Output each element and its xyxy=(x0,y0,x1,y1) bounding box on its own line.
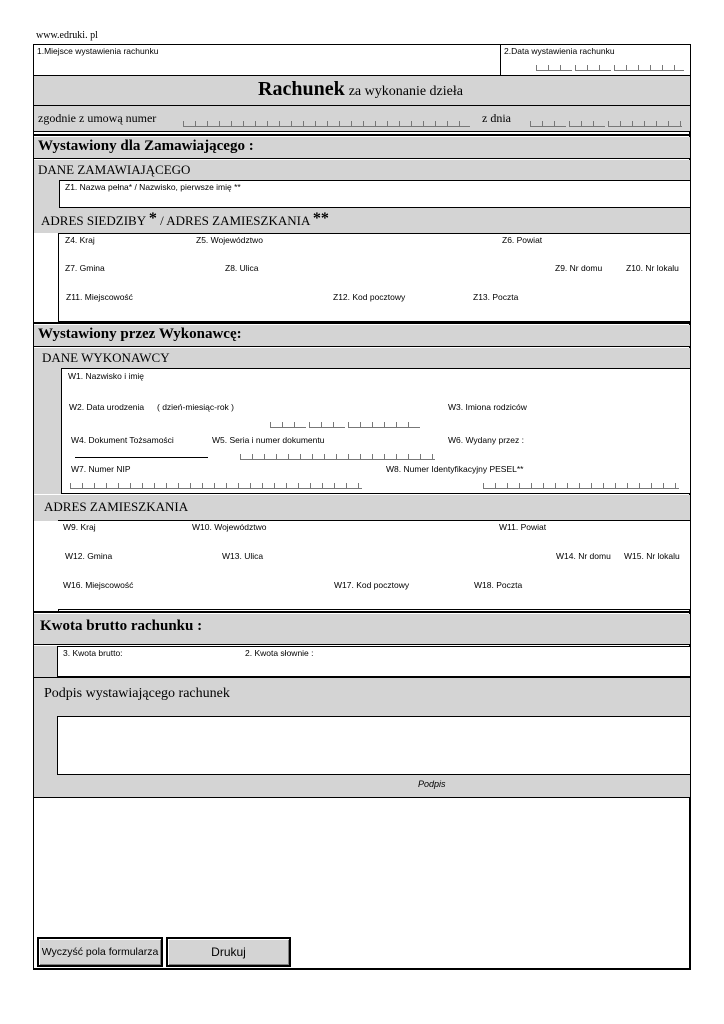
w7-nip-field[interactable] xyxy=(61,464,374,494)
agreement-number-field[interactable] xyxy=(183,115,473,129)
z1-name-field[interactable] xyxy=(59,180,690,208)
w8-pesel-field[interactable] xyxy=(373,464,690,494)
w9-label: W9. Kraj xyxy=(63,522,96,532)
w6-issued-by-field[interactable] xyxy=(443,435,690,465)
gross-amount-label: 3. Kwota brutto: xyxy=(63,648,123,658)
z12-postcode-field[interactable] xyxy=(328,291,467,322)
w9-country-field[interactable] xyxy=(58,520,191,551)
w2-birthdate-field[interactable] xyxy=(61,400,444,436)
z13-label: Z13. Poczta xyxy=(473,292,519,302)
w4-label: W4. Dokument Tożsamości xyxy=(71,435,174,445)
w10-label: W10. Województwo xyxy=(192,522,267,532)
place-field[interactable] xyxy=(34,45,501,76)
w14-label: W14. Nr domu xyxy=(556,551,611,561)
w1-name-field[interactable] xyxy=(61,368,690,401)
amount-words-label: 2. Kwota słownie : xyxy=(245,648,314,658)
z10-label: Z10. Nr lokalu xyxy=(626,263,679,273)
w11-county-field[interactable] xyxy=(494,520,690,551)
client-address-indent xyxy=(34,233,59,322)
client-section-title: Wystawiony dla Zamawiającego : xyxy=(38,138,254,154)
clear-form-label: Wyczyść pola formularza xyxy=(41,946,159,958)
print-button[interactable] xyxy=(166,937,291,967)
agreement-date-label: z dnia xyxy=(482,111,511,125)
w3-label: W3. Imiona rodziców xyxy=(448,402,527,412)
w17-label: W17. Kod pocztowy xyxy=(334,580,410,590)
z4-country-field[interactable] xyxy=(59,233,192,263)
signature-area[interactable] xyxy=(57,716,690,775)
w10-voivodeship-field[interactable] xyxy=(190,520,495,551)
w2-label: W2. Data urodzenia xyxy=(69,402,145,412)
w16-label: W16. Miejscowość xyxy=(63,580,134,590)
issue-date-label: 2.Data wystawienia rachunku xyxy=(504,46,615,56)
agreement-label: zgodnie z umową numer xyxy=(38,111,157,125)
contractor-data-title: DANE WYKONAWCY xyxy=(42,350,170,365)
w3-parents-field[interactable] xyxy=(443,400,690,436)
z1-label: Z1. Nazwa pełna* / Nazwisko, pierwsze imię ** xyxy=(65,182,241,192)
w13-street-field[interactable] xyxy=(218,550,552,580)
issue-date-field[interactable] xyxy=(501,45,690,76)
z6-county-field[interactable] xyxy=(494,233,690,263)
w5-document-number-field[interactable] xyxy=(210,435,444,465)
z12-label: Z12. Kod pocztowy xyxy=(333,292,406,302)
w5-label: W5. Seria i numer dokumentu xyxy=(212,435,325,445)
z11-label: Z11. Miejscowość xyxy=(66,292,133,302)
w11-label: W11. Powiat xyxy=(499,522,547,532)
z5-label: Z5. Województwo xyxy=(196,235,263,245)
client-data-title: DANE ZAMAWIAJĄCEGO xyxy=(38,162,191,177)
print-label: Drukuj xyxy=(211,945,246,959)
w6-label: W6. Wydany przez : xyxy=(448,435,524,445)
signature-caption-bar xyxy=(34,775,690,798)
amount-section-title: Kwota brutto rachunku : xyxy=(40,618,203,634)
w8-label: W8. Numer Identyfikacyjny PESEL** xyxy=(386,464,524,474)
z8-street-field[interactable] xyxy=(222,262,552,292)
w1-label: W1. Nazwisko i imię xyxy=(68,371,145,381)
z11-city-field[interactable] xyxy=(59,291,329,322)
z7-label: Z7. Gmina xyxy=(65,263,105,273)
gross-amount-field[interactable] xyxy=(57,646,242,677)
w15-label: W15. Nr lokalu xyxy=(624,551,680,561)
w4-id-document-field[interactable] xyxy=(61,435,211,465)
w17-postcode-field[interactable] xyxy=(332,579,472,610)
w13-label: W13. Ulica xyxy=(222,551,264,561)
w15-flat-field[interactable] xyxy=(621,550,690,580)
clear-form-button[interactable] xyxy=(37,937,163,967)
place-label: 1.Miejsce wystawienia rachunku xyxy=(37,46,159,56)
w18-label: W18. Poczta xyxy=(474,580,523,590)
signature-indent xyxy=(34,716,57,775)
w18-post-office-field[interactable] xyxy=(471,579,690,610)
signature-title: Podpis wystawiającego rachunek xyxy=(44,686,230,701)
z13-post-office-field[interactable] xyxy=(466,291,690,322)
z9-house-field[interactable] xyxy=(551,262,624,292)
z6-label: Z6. Powiat xyxy=(502,235,543,245)
amount-words-field[interactable] xyxy=(241,646,690,677)
w2-format-label: ( dzień-miesiąc-rok ) xyxy=(157,402,234,412)
w12-commune-field[interactable] xyxy=(58,550,219,580)
amount-indent xyxy=(34,646,57,677)
z9-label: Z9. Nr domu xyxy=(555,263,603,273)
document-title: Rachunek za wykonanie dzieła xyxy=(258,78,463,100)
w12-label: W12. Gmina xyxy=(65,551,113,561)
contractor-indent xyxy=(34,368,61,494)
signature-caption: Podpis xyxy=(418,779,446,789)
z10-flat-field[interactable] xyxy=(623,262,690,292)
w16-city-field[interactable] xyxy=(58,579,333,610)
w7-label: W7. Numer NIP xyxy=(71,464,131,474)
contractor-address-title: ADRES ZAMIESZKANIA xyxy=(44,499,189,514)
z4-label: Z4. Kraj xyxy=(65,235,95,245)
agreement-date-field[interactable] xyxy=(530,115,685,129)
z7-commune-field[interactable] xyxy=(59,262,223,292)
w14-house-field[interactable] xyxy=(551,550,622,580)
contractor-section-title: Wystawiony przez Wykonawcę: xyxy=(38,326,242,342)
site-url: www.edruki. pl xyxy=(36,30,98,41)
z5-voivodeship-field[interactable] xyxy=(191,233,495,263)
client-address-title: ADRES SIEDZIBY * / ADRES ZAMIESZKANIA ** xyxy=(41,210,329,228)
z8-label: Z8. Ulica xyxy=(225,263,259,273)
